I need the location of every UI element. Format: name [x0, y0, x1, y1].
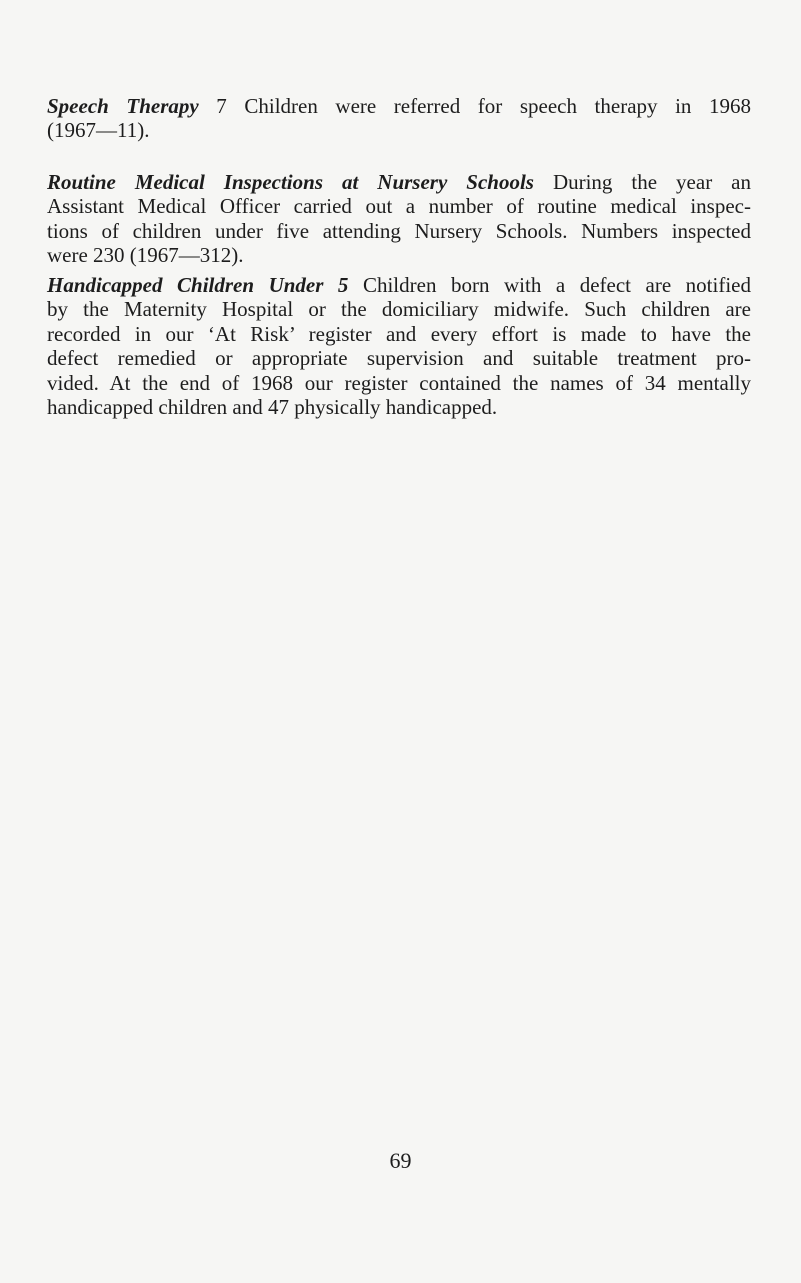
paragraph-line: Assistant Medical Officer carried out a number of routine medical inspec-: [47, 194, 751, 219]
speech-therapy-heading: Speech Therapy: [47, 94, 199, 118]
paragraph-line: defect remedied or appropriate supervision and suitable treatment pro-: [47, 346, 751, 371]
paragraph-text: Children born with a defect are notified: [362, 273, 751, 297]
paragraph-text: 7 Children were referred for speech therapy in 1968: [216, 94, 751, 118]
paragraph-text: During the year an: [552, 170, 751, 194]
handicapped-children-heading: Handicapped Children Under 5: [47, 273, 349, 297]
paragraph-line: (1967—11).: [47, 118, 150, 143]
paragraph-line: [47, 170, 751, 194]
paragraph-line: vided. At the end of 1968 our register contained the names of 34 mentally: [47, 370, 751, 395]
paragraph-line: by the Maternity Hospital or the domiciliary midwife. Such children are: [47, 297, 751, 322]
routine-medical-inspections-paragraph: [47, 170, 751, 268]
paragraph-line: tions of children under five attending Nursery Schools. Numbers inspected: [47, 218, 751, 243]
handicapped-children-paragraph: [47, 273, 751, 419]
paragraph-line: were 230 (1967—312).: [47, 243, 244, 268]
paragraph-line: [47, 273, 751, 297]
page-number: 69: [389, 1148, 412, 1173]
paragraph-line: [47, 94, 751, 118]
speech-therapy-paragraph: [47, 94, 751, 143]
paragraph-line: recorded in our ‘At Risk’ register and every effort is made to have the: [47, 321, 751, 346]
routine-medical-inspections-heading: Routine Medical Inspections at Nursery Schools: [47, 170, 534, 194]
paragraph-line: handicapped children and 47 physically handicapped.: [47, 395, 498, 420]
